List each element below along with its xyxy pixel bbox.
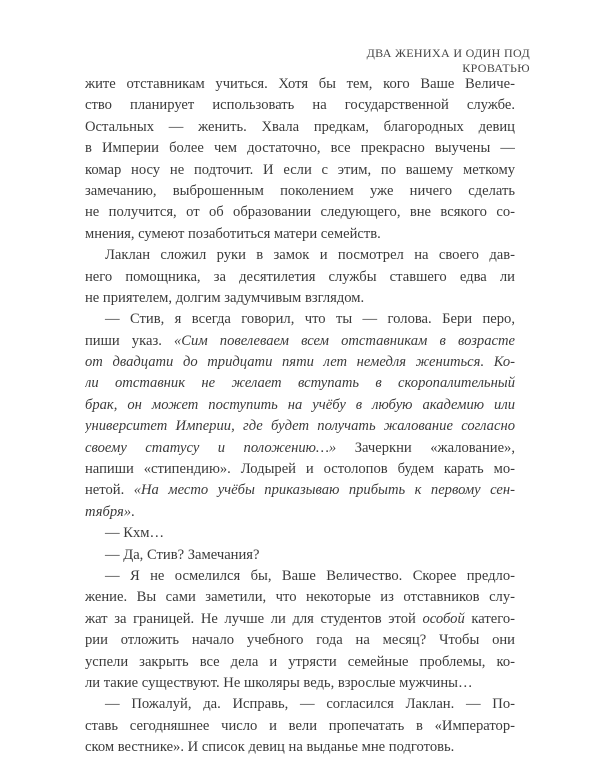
text-segment: Зачеркни «жалование»,: [336, 439, 515, 456]
text-line: [85, 373, 515, 394]
text-segment: .: [131, 503, 135, 520]
text-segment: — Да, Стив? Замечания?: [105, 546, 260, 563]
text-segment: не получится, от об образовании следующего, вне всякого со-: [85, 204, 515, 221]
text-line: [85, 224, 515, 245]
text-segment: жение. Вы сами заметили, что некоторые из отставников слу-: [85, 589, 515, 606]
text-segment: нетой.: [85, 482, 134, 499]
text-segment: пиши указ.: [85, 332, 174, 349]
body-text: [85, 74, 515, 759]
text-segment: — Стив, я всегда говорил, что ты — голова. Бери перо,: [105, 311, 515, 328]
text-segment: — Я не осмелился бы, Ваше Величество. Скорее предло-: [105, 567, 515, 584]
text-segment: жите отставникам учиться. Хотя бы тем, кого Ваше Величе-: [85, 76, 515, 92]
italic-text-segment: «На место учёбы приказываю прибыть к первому сен-: [133, 482, 515, 499]
text-segment: Остальных — женить. Хвала предкам, благородных девиц: [85, 118, 515, 135]
text-line: [85, 245, 515, 266]
text-segment: комар носу не подточит. И если с этим, по вашему меткому: [85, 161, 515, 178]
text-segment: ли такие существуют. Не школяры ведь, взрослые мужчины…: [85, 674, 473, 691]
text-line: [85, 267, 515, 288]
text-line: [85, 160, 515, 181]
italic-text-segment: тября»: [85, 503, 132, 520]
text-segment: жат за границей. Не лучше ли для студентов этой: [85, 610, 423, 627]
italic-text-segment: брак, он может поступить на учёбу в любую академию или: [85, 396, 515, 413]
text-segment: Лаклан сложил руки в замок и посмотрел на своего дав-: [105, 247, 515, 264]
text-line: [85, 331, 515, 352]
text-segment: мнения, сумеют позаботиться матери семейств.: [85, 225, 381, 242]
text-line: [85, 502, 515, 523]
running-title: ДВА ЖЕНИХА И ОДИН ПОД КРОВАТЬЮ: [366, 46, 530, 75]
text-segment: рии отложить начало учебного года на месяц? Чтобы они: [85, 632, 515, 649]
text-segment: него помощника, за десятилетия службы ставшего едва ли: [85, 268, 515, 285]
italic-text-segment: своему статусу и положению…»: [85, 439, 337, 456]
text-line: [85, 138, 515, 159]
text-line: [85, 95, 515, 116]
text-line: [85, 566, 515, 587]
text-line: [85, 545, 515, 566]
text-line: [85, 609, 515, 630]
text-segment: ском вестнике». И список девиц на выданье мне подготовь.: [85, 739, 455, 756]
text-line: [85, 737, 515, 758]
text-segment: ство планирует использовать на государственной службе.: [85, 97, 515, 114]
italic-text-segment: ли отставник не желает вступать в скоропалительный: [85, 375, 515, 392]
text-segment: не приятелем, долгим задумчивым взглядом.: [85, 289, 365, 306]
italic-text-segment: особой: [422, 610, 465, 627]
text-segment: — Пожалуй, да. Исправь, — согласился Лаклан. — По-: [105, 696, 515, 713]
italic-text-segment: университет Империи, где будет получать жалование согласно: [85, 418, 515, 435]
text-segment: успели закрыть все дела и утрясти семейные проблемы, ко-: [85, 653, 515, 670]
text-line: [85, 673, 515, 694]
text-line: [85, 352, 515, 373]
text-line: [85, 438, 515, 459]
text-line: [85, 694, 515, 715]
text-segment: в Империи более чем достаточно, все прекрасно выучены —: [85, 140, 515, 157]
text-line: [85, 416, 515, 437]
text-segment: катего-: [464, 610, 515, 627]
text-line: [85, 74, 515, 95]
text-line: [85, 459, 515, 480]
text-line: [85, 630, 515, 651]
text-segment: замечанию, выброшенным поколением уже ничего сделать: [85, 182, 515, 199]
text-line: [85, 309, 515, 330]
text-segment: — Кхм…: [105, 525, 165, 542]
text-line: [85, 395, 515, 416]
text-line: [85, 288, 515, 309]
text-segment: ставь сегодняшнее число и вели пропечатать в «Император-: [85, 717, 515, 734]
text-line: [85, 480, 515, 501]
text-line: [85, 587, 515, 608]
italic-text-segment: «Сим повелеваем всем отставникам в возрасте: [174, 332, 515, 349]
text-segment: напиши «стипендию». Лодырей и остолопов будем карать мо-: [85, 461, 515, 478]
text-line: [85, 181, 515, 202]
text-line: [85, 117, 515, 138]
text-line: [85, 716, 515, 737]
text-line: [85, 202, 515, 223]
italic-text-segment: от двадцати до тридцати пяти лет немедля жениться. Ко-: [85, 354, 515, 371]
text-line: [85, 652, 515, 673]
text-line: [85, 523, 515, 544]
